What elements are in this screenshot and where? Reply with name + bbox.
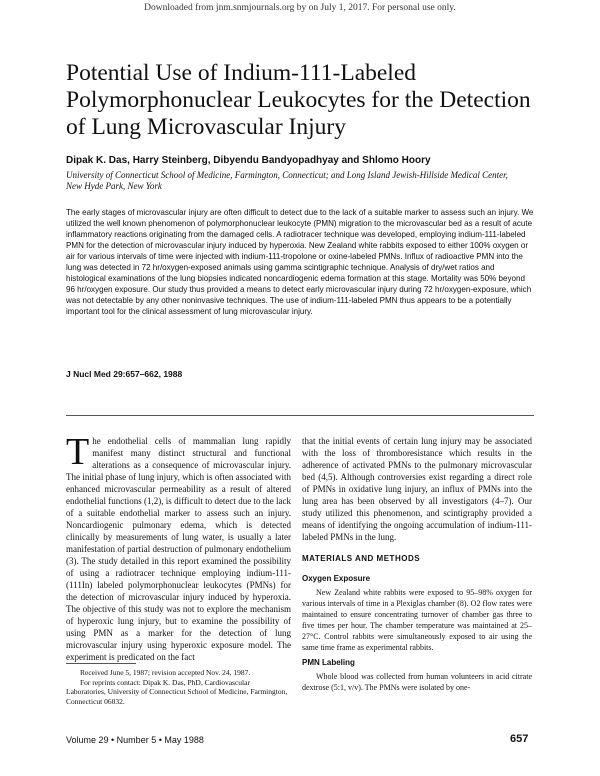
journal-footer: Volume 29 • Number 5 • May 1988	[66, 735, 204, 745]
author-list: Dipak K. Das, Harry Steinberg, Dibyendu Bandyopadhyay and Shlomo Hoory	[66, 155, 431, 166]
page-number: 657	[510, 733, 529, 745]
intro-paragraph-continued: that the initial events of certain lung injury may be associated with the loss of thromboresistance which results in the adherence of activated PMNs to the pulmonary microvascular bed (4,5). Although controversies exist regarding a direct role of PMNs in oxidative lung injury, an influx of PMNs into the lung area has been observed by all investigators (4–7). Our study utilized this phenomenon, and scintigraphy provided a means of identifying the ongoing accumulation of indium-111-labeled PMNs in the lung.	[302, 436, 532, 542]
abstract: The early stages of microvascular injury are often difficult to detect due to the lack of a suitable marker to assess such an injury. We utilized the well known phenomenon of polymorphonuclear leukocyte (PMN) migration to the microvascular bed as a result of acute inflammatory reactions originating from the damaged cells. A radiotracer technique was developed, employing indium-111-labeled PMN for the detection of microvascular injury induced by hyperoxia. New Zealand white rabbits exposed to either 100% oxygen or air for various intervals of time were injected with indium-111-tropolone or oxine-labeled PMNs. Influx of radioactive PMN into the lung was detected in 72 hr/oxygen-exposed animals using gamma scintigraphic technique. Analysis of dry/wet ratios and histological examinations of the lung biopsies indicated noncardiogenic edema formation at this stage. Mortality was 50% beyond 96 hr/oxygen exposure. Our study thus provided a means to detect early microvascular injury during 72 hr/oxygen-exposure, which was not detectable by any other noninvasive techniques. The use of indium-111-labeled PMN thus appears to be a potentially important tool for the clinical assessment of lung microvascular injury.	[66, 208, 534, 316]
oxygen-exposure-paragraph: New Zealand white rabbits were exposed to 95–98% oxygen for various intervals of time in a Plexiglas chamber (8). O2 flow rates were maintained to ensure concentrating turnover of chamber gas three to five times per hour. The chamber temperature was maintained at 25–27°C. Control rabbits were simultaneously exposed to air using the same time frame as experimental rabbits.	[302, 588, 532, 652]
section-heading-methods: MATERIALS AND METHODS	[302, 554, 421, 563]
article-title: Potential Use of Indium-111-Labeled Polymorphonuclear Leukocytes for the Detection of Lung Microvascular Injury	[66, 60, 531, 140]
drop-cap: T	[66, 431, 90, 473]
footnote	[66, 668, 291, 706]
footnote-received: Received June 5, 1987; revision accepted Nov. 24, 1987.	[80, 668, 251, 677]
footnote-divider	[66, 663, 136, 664]
download-banner: Downloaded from jnm.snmjournals.org by on July 1, 2017. For personal use only.	[144, 3, 456, 13]
section-divider	[66, 415, 534, 416]
body-column-left	[66, 431, 291, 663]
affiliation: University of Connecticut School of Medicine, Farmington, Connecticut; and Long Island Jewish-Hillside Medical Center, New Hyde Park, New York	[66, 170, 508, 191]
journal-citation: J Nucl Med 29:657–662, 1988	[66, 369, 183, 379]
subheading-oxygen-exposure: Oxygen Exposure	[302, 574, 371, 583]
footnote-reprints: For reprints contact: Dipak K. Das, PhD, Cardiovascular Laboratories, University of Connecticut School of Medicine, Farmington, Connecticut 06032.	[66, 677, 288, 706]
pmn-labeling-paragraph: Whole blood was collected from human volunteers in acid citrate dextrose (5:1, v/v). The PMNs were isolated by one-	[302, 672, 532, 692]
intro-paragraph: he endothelial cells of mammalian lung rapidly manifest many distinct structural and functional alterations as a consequence of microvascular injury. The initial phase of lung injury, which is often associated with enhanced microvascular permeability as a result of altered endothelial functions (1,2), is difficult to detect due to the lack of a suitable endothelial marker to assess such an injury. Noncardiogenic pulmonary edema, which is detected clinically by measurements of lung water, is usually a later manifestation of partial destruction of pulmonary endothelium (3). The study detailed in this report examined the possibility of using a radiotracer technique employing indium-111-(111In) labeled polymorphonuclear leukocytes (PMNs) for the detection of microvascular injury induced by hyperoxia. The objective of this study was not to explore the mechanism of hyperoxic lung injury, but to examine the possibility of using PMN as a marker for the detection of lung microvascular injury using hyperoxic exposure model. The experiment is predicated on the fact	[66, 436, 291, 662]
body-column-right	[302, 435, 532, 693]
subheading-pmn-labeling: PMN Labeling	[302, 658, 355, 667]
